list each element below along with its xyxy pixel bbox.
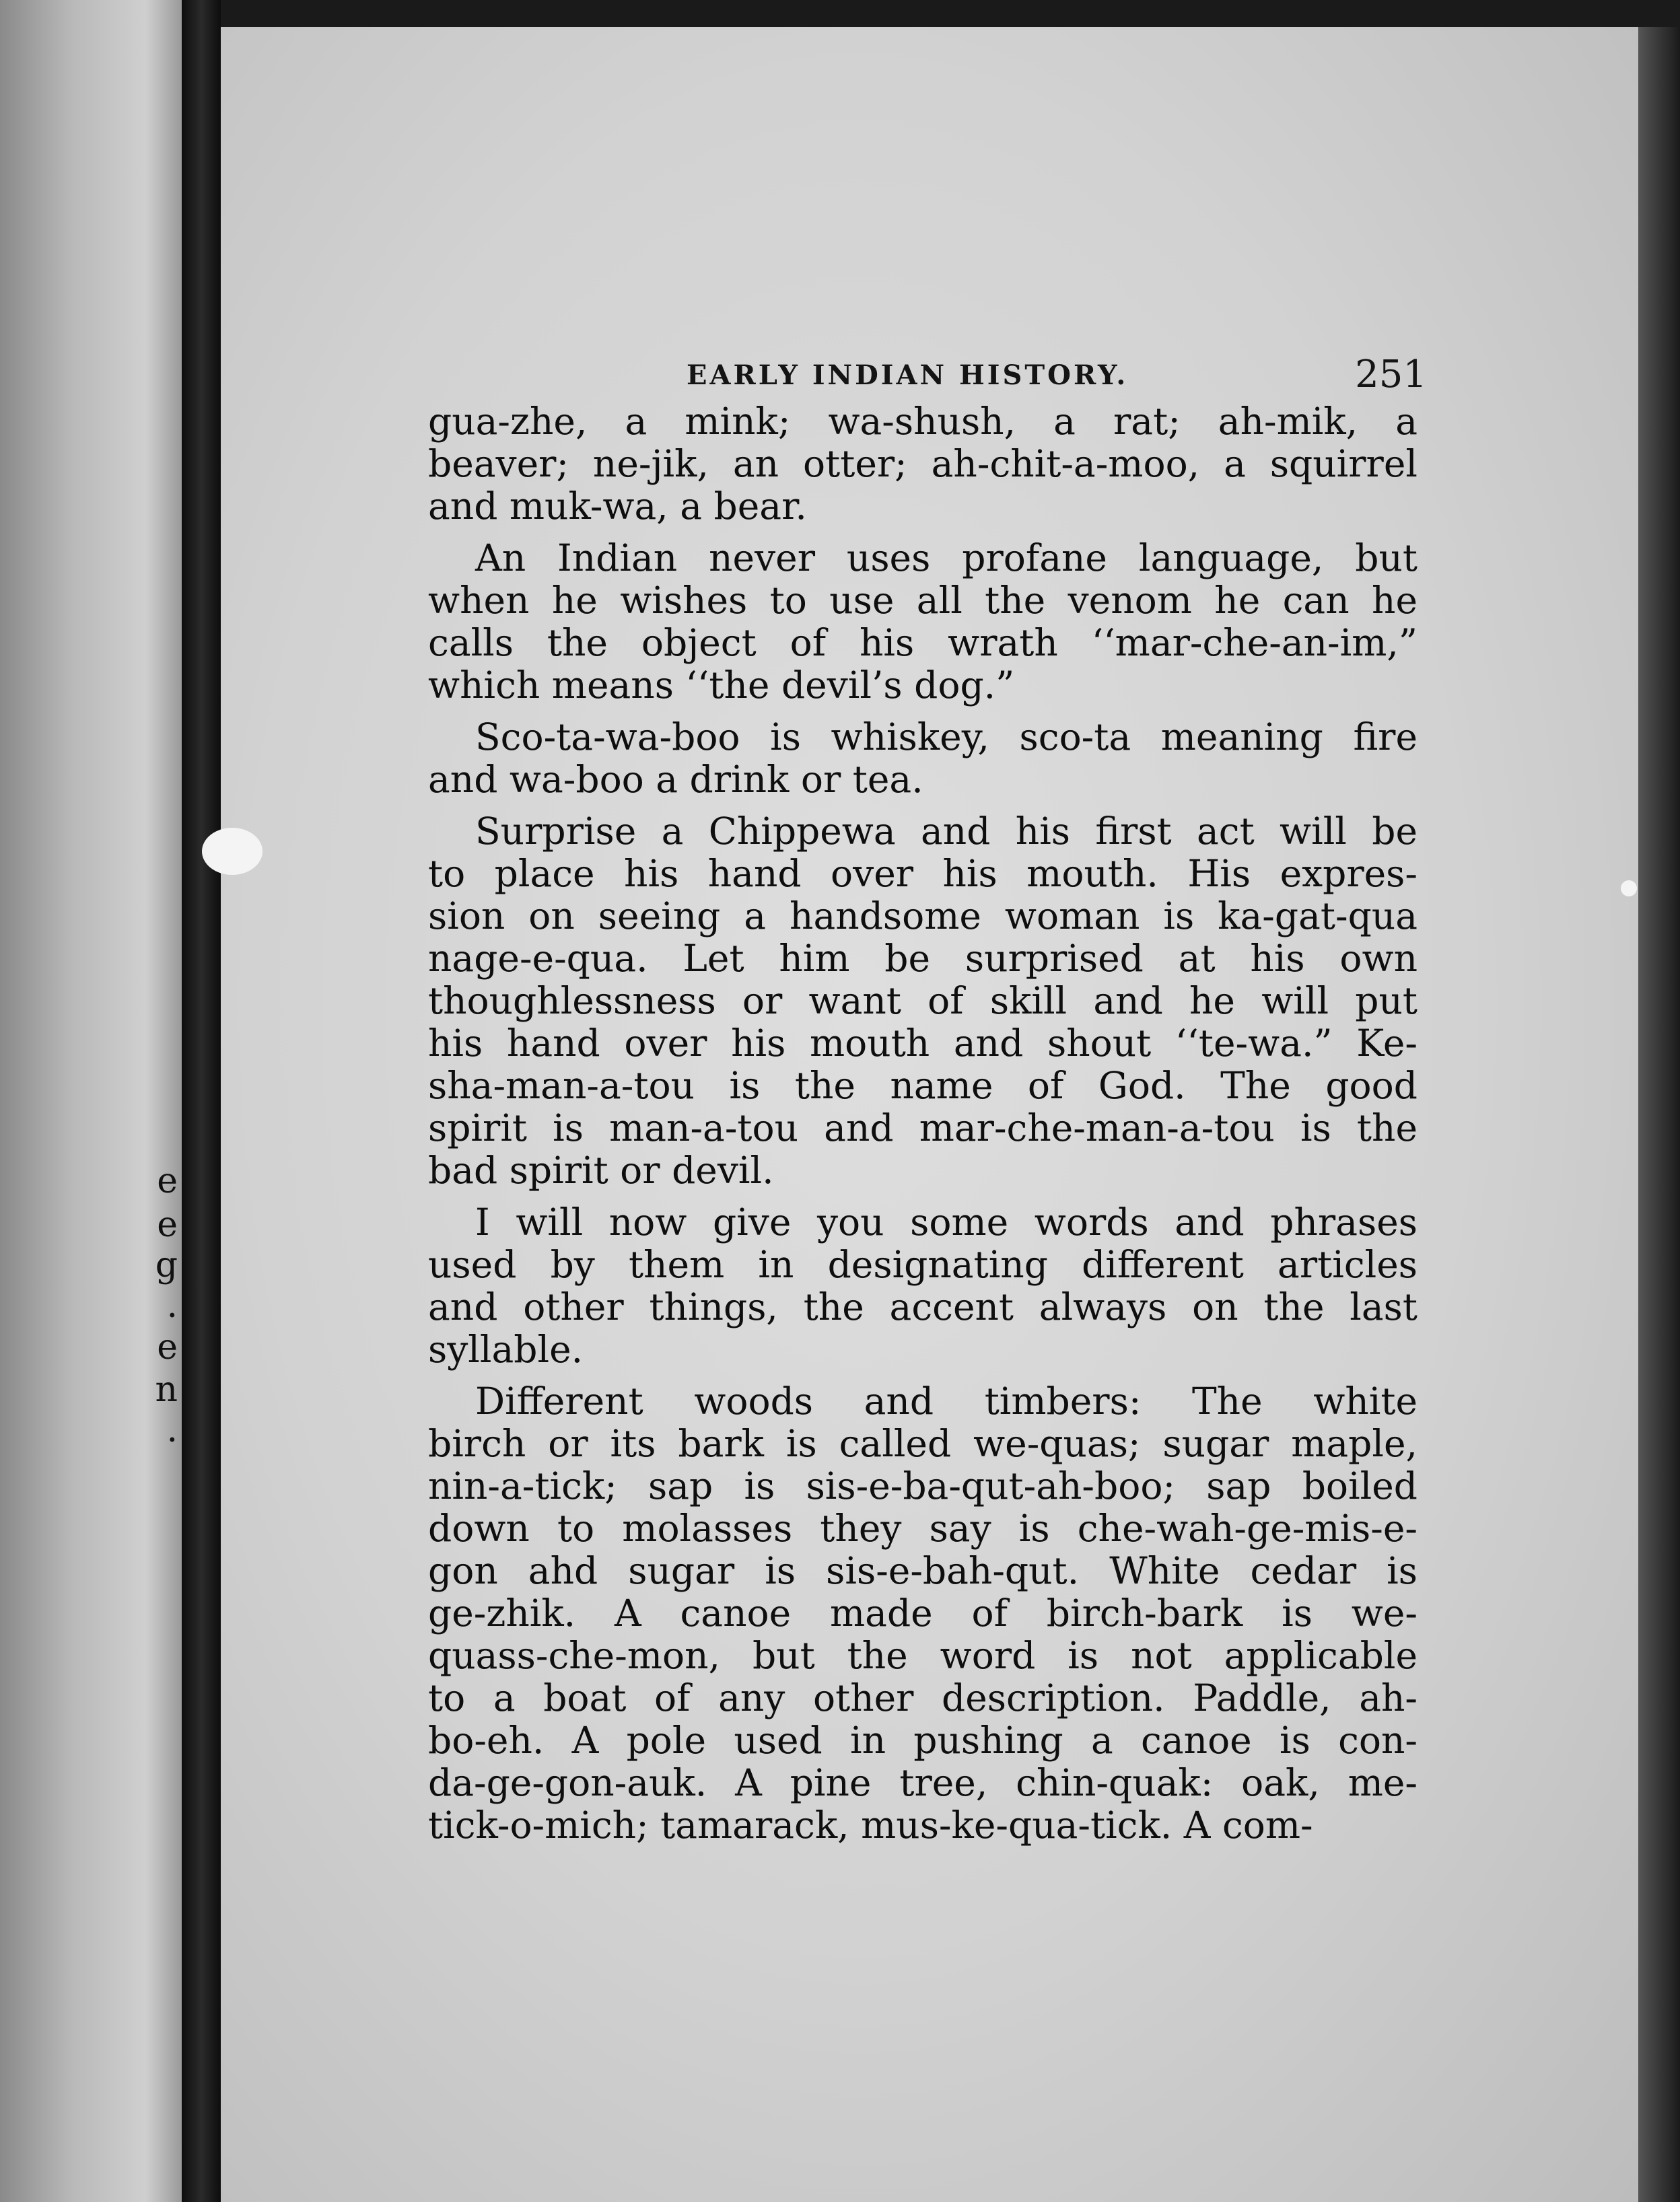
body-text [428, 400, 1418, 1847]
paragraph [428, 1201, 1418, 1371]
facing-page-letter: e [157, 1161, 178, 1201]
paragraph [428, 537, 1418, 707]
text-line: beaver; ne-jik, an otter; ah-chit-a-moo, a squirrel [428, 442, 1418, 485]
text-line: sha-man-a-tou is the name of God. The good [428, 1064, 1418, 1107]
paragraph [428, 1380, 1418, 1847]
text-line: gon ahd sugar is sis-e-bah-qut. White cedar is [428, 1549, 1418, 1592]
text-line: quass-che-mon, but the word is not applicable [428, 1634, 1418, 1677]
text-line: bo-eh. A pole used in pushing a canoe is con- [428, 1719, 1418, 1762]
text-line: An Indian never uses profane language, but [475, 536, 1418, 579]
text-line: Surprise a Chippewa and his first act will be [475, 810, 1418, 853]
book-spine [182, 0, 221, 2202]
paragraph [428, 810, 1418, 1192]
paragraph [428, 716, 1418, 801]
facing-page-letter: . [166, 1285, 178, 1326]
text-line: down to molasses they say is che-wah-ge-mis-e- [428, 1507, 1418, 1550]
text-line: calls the object of his wrath ‘‘mar-che-an-im,” [428, 621, 1418, 664]
text-line: when he wishes to use all the venom he can he [428, 579, 1418, 622]
text-line: sion on seeing a handsome woman is ka-gat-qua [428, 894, 1418, 937]
text-line: birch or its bark is called we-quas; sugar maple, [428, 1422, 1418, 1465]
text-line: to place his hand over his mouth. His expres- [428, 852, 1418, 895]
text-line: spirit is man-a-tou and mar-che-man-a-tou is the [428, 1106, 1418, 1149]
text-line: nage-e-qua. Let him be surprised at his own [428, 937, 1418, 980]
text-line: I will now give you some words and phrases [475, 1201, 1418, 1244]
facing-page-letter: n [155, 1370, 178, 1410]
text-line: and other things, the accent always on the last [428, 1285, 1418, 1328]
paragraph [428, 400, 1418, 528]
text-line: Different woods and timbers: The white [475, 1380, 1418, 1423]
text-line: thoughlessness or want of skill and he will put [428, 979, 1418, 1022]
facing-page [0, 0, 182, 2202]
text-line: Sco-ta-wa-boo is whiskey, sco-ta meaning fire [475, 715, 1418, 758]
facing-page-letter: . [166, 1410, 178, 1450]
text-line: and muk-wa, a bear. [428, 485, 807, 528]
text-line: ge-zhik. A canoe made of birch-bark is we- [428, 1592, 1418, 1635]
text-line: nin-a-tick; sap is sis-e-ba-qut-ah-boo; sap boiled [428, 1464, 1418, 1507]
page-edge-shadow [1638, 27, 1680, 2202]
text-line: syllable. [428, 1328, 584, 1371]
text-line: da-ge-gon-auk. A pine tree, chin-quak: oak, me- [428, 1761, 1418, 1804]
text-line: bad spirit or devil. [428, 1149, 774, 1192]
text-line: and wa-boo a drink or tea. [428, 758, 923, 801]
page-number: 251 [1355, 353, 1427, 396]
facing-page-letter: e [157, 1327, 178, 1368]
text-line: used by them in designating different articles [428, 1243, 1418, 1286]
paper-blemish [1621, 880, 1637, 896]
text-line: tick-o-mich; tamarack, mus-ke-qua-tick. A com- [428, 1804, 1313, 1847]
text-line: gua-zhe, a mink; wa-shush, a rat; ah-mik, a [428, 400, 1418, 443]
text-line: to a boat of any other description. Paddle, ah- [428, 1676, 1418, 1719]
facing-page-letter: g [155, 1245, 178, 1285]
text-line: his hand over his mouth and shout ‘‘te-wa.” Ke- [428, 1022, 1418, 1065]
running-title: EARLY INDIAN HISTORY. [687, 359, 1129, 391]
paper-blemish [202, 828, 262, 875]
page-header [687, 355, 1427, 402]
facing-page-letter: e [157, 1205, 178, 1245]
text-line: which means ‘‘the devil’s dog.” [428, 664, 1015, 707]
